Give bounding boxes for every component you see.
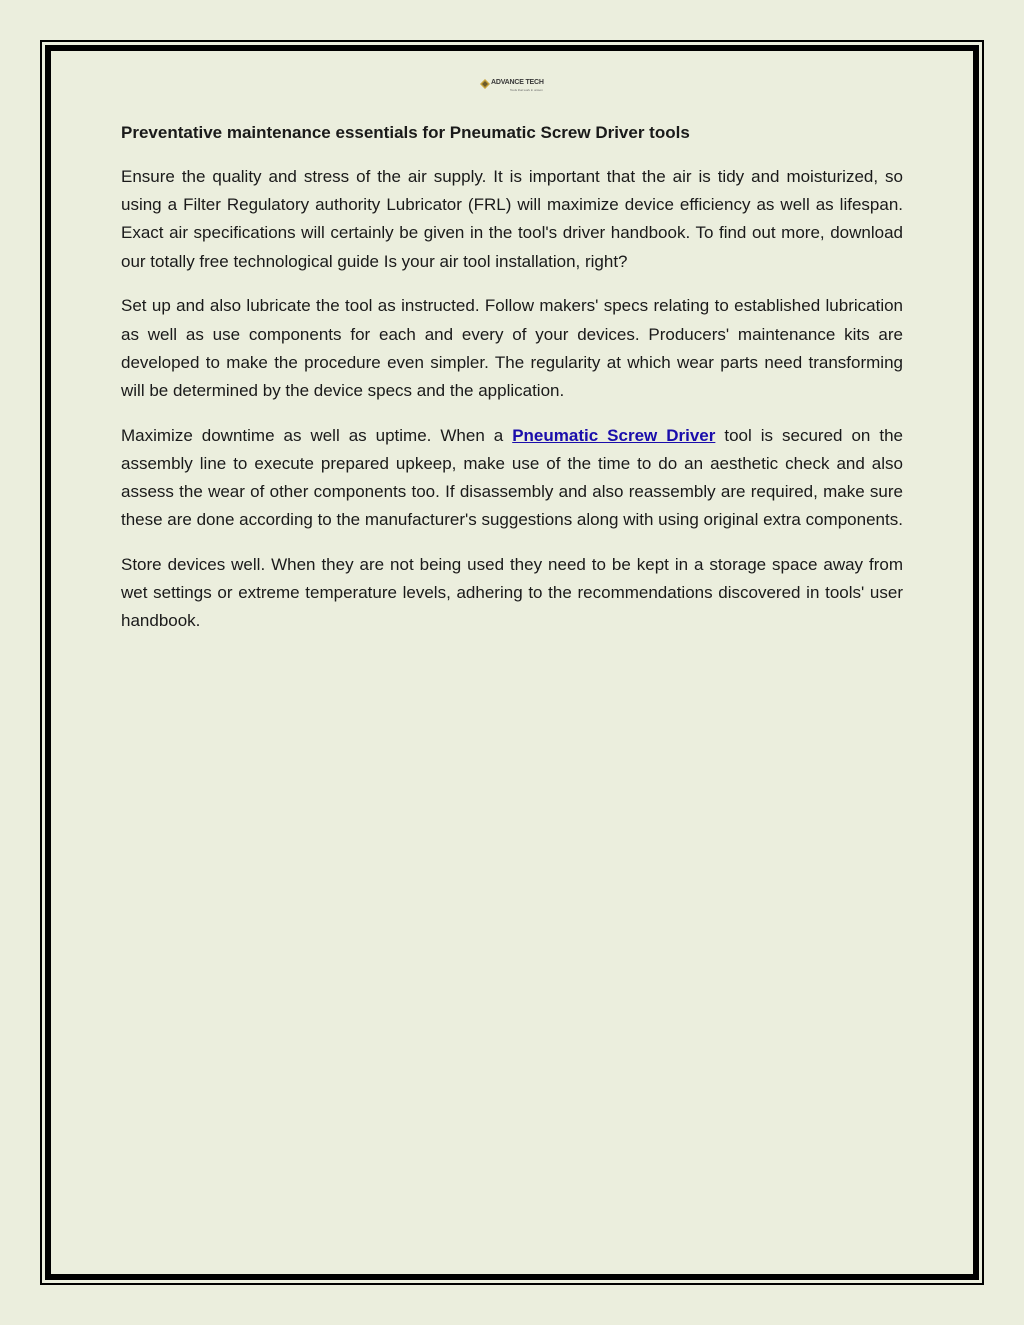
logo-tagline: Tools that work in unison [510,88,543,92]
paragraph-downtime [121,422,903,535]
paragraph-storage: Store devices well. When they are not being used they need to be kept in a storage space away from wet settings or extreme temperature levels, adhering to the recommendations discovered in tools' user handbook. [121,554,903,631]
paragraph-downtime-lead: Maximize downtime as well as uptime. When a [121,425,513,445]
logo-diamond-icon [480,79,490,89]
document-body [121,119,903,652]
paragraph-downtime-rest: tool is secured on the assembly line to execute prepared upkeep, make use of the time to do an aesthetic check and also assess the wear of other components too. If disassembly and also reassembly are required, make sure these are done according to the manufacturer's suggestions along with using original extra components. [121,425,903,530]
document-title: Preventative maintenance essentials for Pneumatic Screw Driver tools [121,123,690,142]
paragraph-air-supply: Ensure the quality and stress of the air supply. It is important that the air is tidy and moisturized, so using a Filter Regulatory authority Lubricator (FRL) will maximize device efficiency as well as lifespan. Exact air specifications will certainly be given in the tool's driver handbook. To find out more, download our totally free technological guide Is your air tool installation, right? [121,167,903,271]
logo-brand-text: ADVANCE TECH [491,79,544,86]
paragraph-lubrication: Set up and also lubricate the tool as instructed. Follow makers' specs relating to established lubrication as well as use components for each and every of your devices. Producers' maintenance kits are developed to make the procedure even simpler. The regularity at which wear parts need transforming will be determined by the device specs and the application. [121,296,903,400]
company-logo [480,77,544,93]
pneumatic-screw-driver-link[interactable]: Pneumatic Screw Driver [512,425,716,445]
